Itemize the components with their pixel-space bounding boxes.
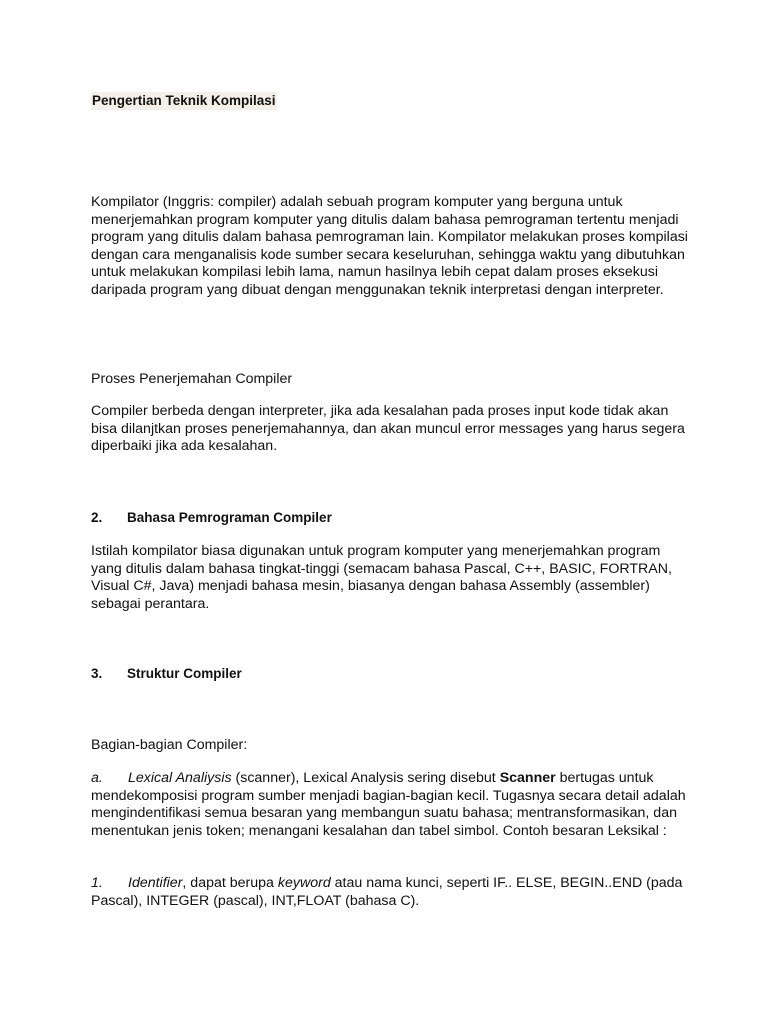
section-3-heading: [91, 665, 242, 683]
proses-heading: Proses Penerjemahan Compiler: [91, 371, 293, 387]
item-a-marker: a.: [91, 770, 103, 786]
bagian-label: Bagian-bagian Compiler:: [91, 737, 248, 753]
item-a-bold: Scanner: [499, 770, 556, 786]
intro-paragraph: Kompilator (Inggris: compiler) adalah sebuah program komputer yang berguna untuk menerjemahkan program komputer yang ditulis dalam bahasa pemrograman tertentu menjadi program yang ditulis dalam bahasa pemrograman lain. Kompilator melakukan proses kompilasi dengan cara menganalisis kode sumber secara keseluruhan, sehingga waktu yang dibutuhkan untuk melakukan kompilasi lebih lama, namun hasilnya lebih cepat dalam proses eksekusi daripada program yang dibuat dengan menggunakan teknik interpretasi dengan interpreter.: [91, 194, 688, 298]
item-a-text2: bertugas untuk mendekomposisi program sumber menjadi bagian-bagian kecil. Tugasnya secara detail adalah mengindentifikasi semua besaran yang membangun suatu bahasa; mentransformasikan, dan menentukan jenis token; menangani kesalahan dan tabel simbol. Contoh besaran Leksikal :: [91, 770, 686, 839]
section-3-number: 3.: [91, 666, 103, 681]
item-a-text1: (scanner), Lexical Analysis sering disebut: [231, 770, 500, 786]
item-1-marker: 1.: [91, 875, 103, 891]
item-1-term: Identifier: [128, 875, 183, 891]
item-a-paragraph: [91, 770, 691, 840]
document-title: Pengertian Teknik Kompilasi: [92, 93, 276, 108]
item-1-paragraph: [91, 875, 691, 910]
section-3-title: Struktur Compiler: [127, 666, 242, 681]
item-1-text2: atau nama kunci, seperti IF.. ELSE, BEGIN..END (pada Pascal), INTEGER (pascal), INT,FLOAT (bahasa C).: [91, 875, 683, 909]
proses-paragraph: Compiler berbeda dengan interpreter, jika ada kesalahan pada proses input kode tidak akan bisa dilanjtkan proses penerjemahannya, dan akan muncul error messages yang harus segera diperbaiki jika ada kesalahan.: [91, 403, 685, 455]
item-1-em: keyword: [277, 875, 331, 891]
section-2-heading: [91, 509, 332, 527]
section-2-number: 2.: [91, 510, 103, 525]
section-2-title: Bahasa Pemrograman Compiler: [127, 510, 332, 525]
section-2-paragraph: Istilah kompilator biasa digunakan untuk program komputer yang menerjemahkan program yang ditulis dalam bahasa tingkat-tinggi (semacam bahasa Pascal, C++, BASIC, FORTRAN, Visual C#, Java) menjadi bahasa mesin, biasanya dengan bahasa Assembly (assembler) sebagai perantara.: [91, 543, 672, 612]
item-a-term: Lexical Analiysis: [128, 770, 232, 786]
item-1-text1: , dapat berupa: [182, 875, 278, 891]
